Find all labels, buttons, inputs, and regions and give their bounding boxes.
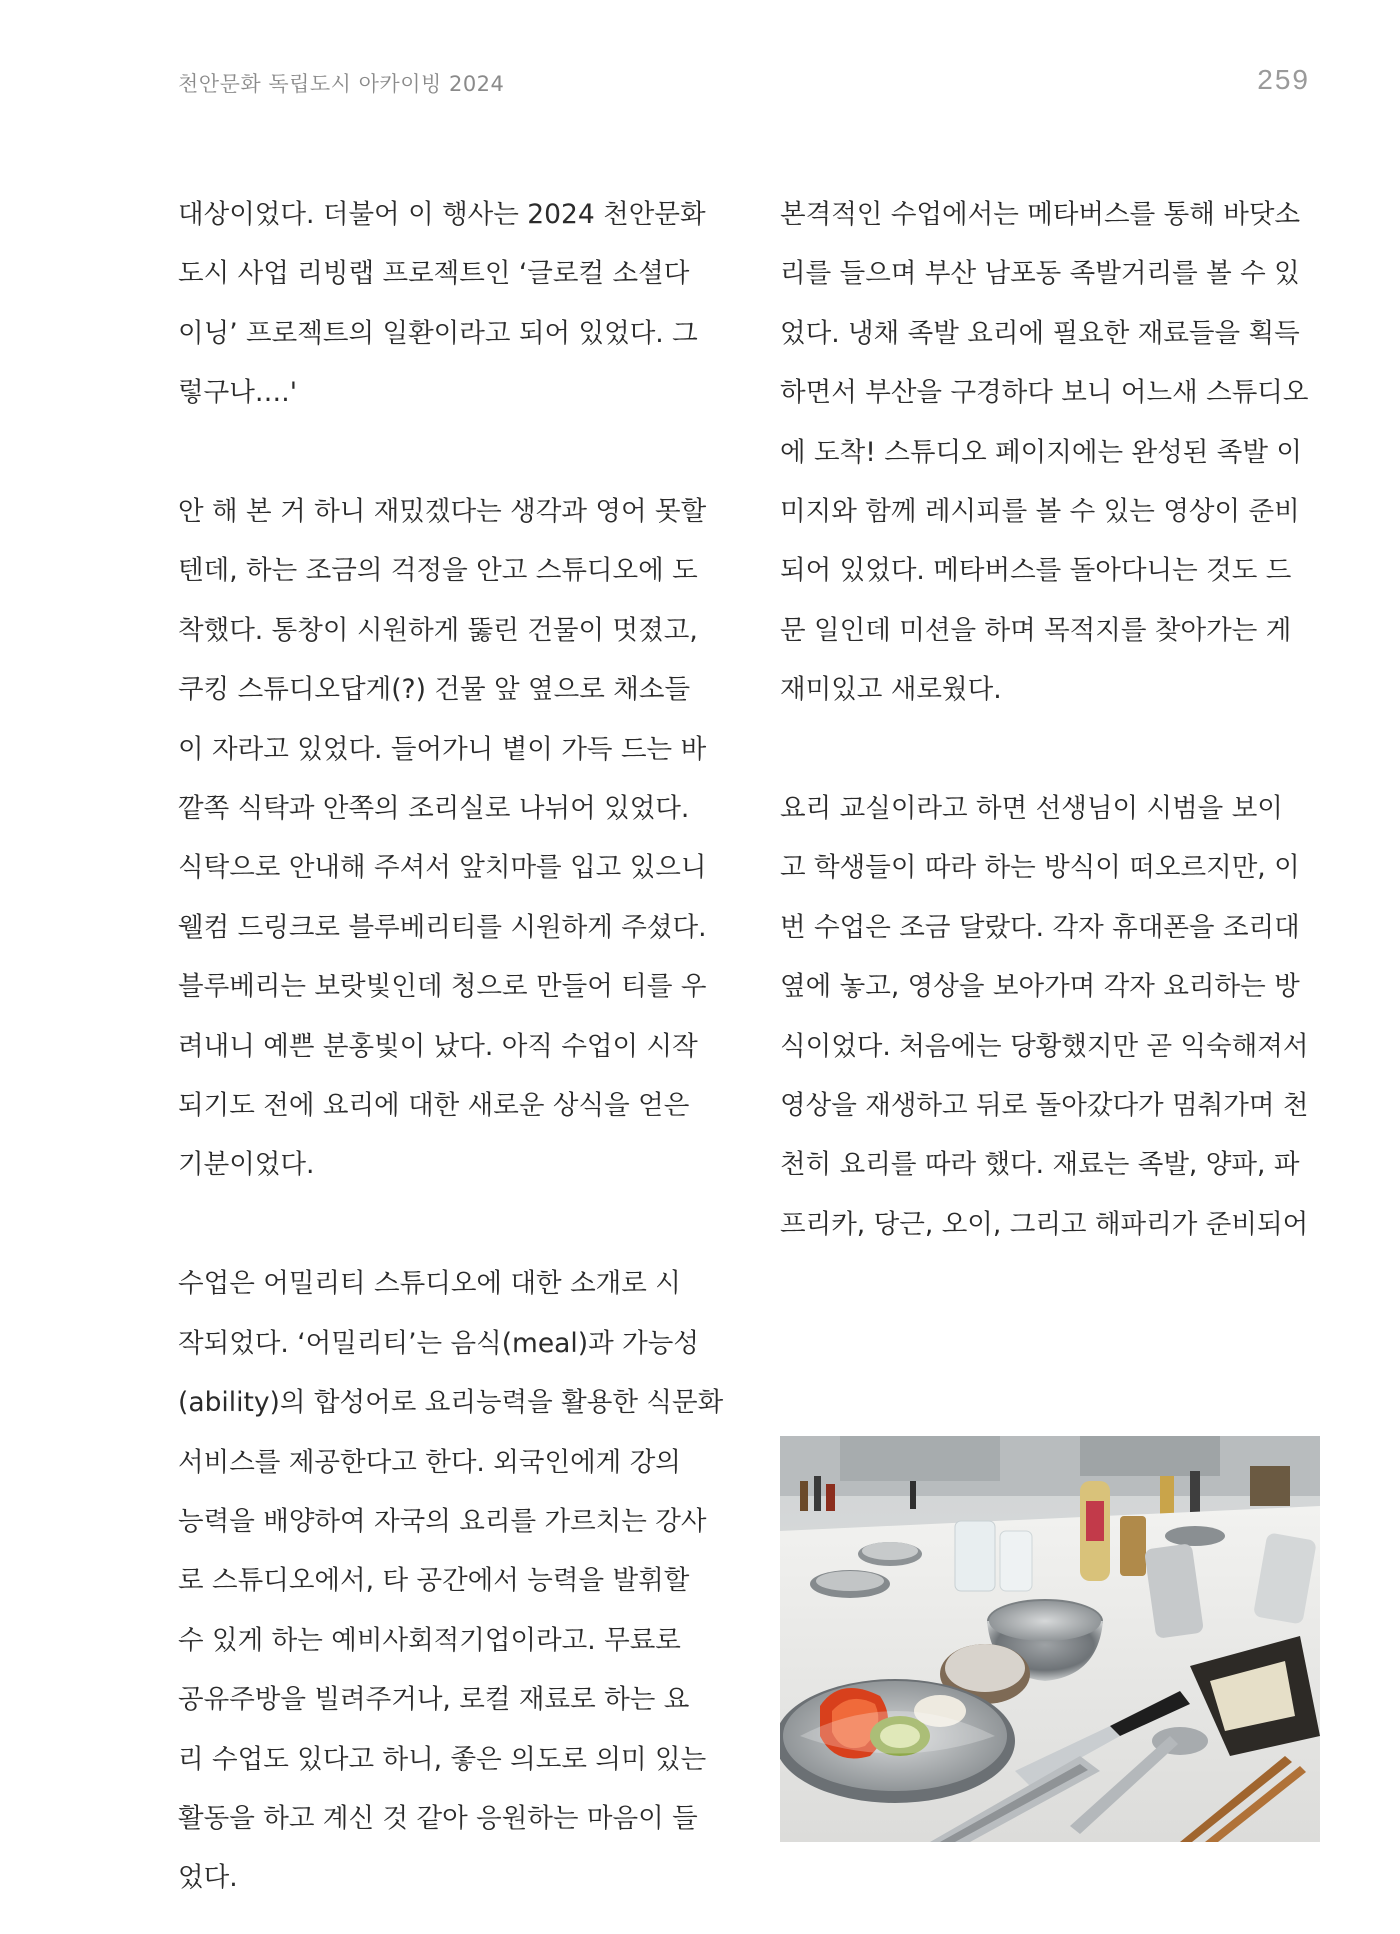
text-line: 작되었다. ‘어밀리티’는 음식(meal)과 가능성	[178, 1327, 699, 1359]
text-line: 옆에 놓고, 영상을 보아가며 각자 요리하는 방	[780, 971, 1300, 1003]
text-line: 착했다. 통창이 시원하게 뚫린 건물이 멋졌고,	[178, 614, 698, 646]
left-text-column	[178, 185, 724, 1908]
text-line: 식이었다. 처음에는 당황했지만 곧 익숙해져서	[780, 1030, 1309, 1062]
text-line: 공유주방을 빌려주거나, 로컬 재료로 하는 요	[178, 1684, 690, 1716]
text-line: 하면서 부산을 구경하다 보니 어느새 스튜디오	[780, 377, 1309, 409]
text-line: 프리카, 당근, 오이, 그리고 해파리가 준비되어	[780, 1208, 1309, 1240]
text-line: 대상이었다. 더불어 이 행사는 2024 천안문화	[178, 199, 706, 230]
text-line: 로 스튜디오에서, 타 공간에서 능력을 발휘할	[178, 1565, 690, 1597]
text-line: 었다. 냉채 족발 요리에 필요한 재료들을 획득	[780, 317, 1300, 349]
text-line: 기분이었다.	[178, 1149, 315, 1181]
text-line: 었다.	[178, 1862, 238, 1894]
text-line: 쿠킹 스튜디오답게(?) 건물 앞 옆으로 채소들	[178, 674, 691, 706]
text-line: 되기도 전에 요리에 대한 새로운 상식을 얻은	[178, 1090, 690, 1122]
page-number: 259	[1257, 64, 1310, 95]
text-line: 문 일인데 미션을 하며 목적지를 찾아가는 게	[780, 614, 1292, 646]
paragraph	[178, 1254, 724, 1907]
text-line: 리 수업도 있다고 하니, 좋은 의도로 의미 있는	[178, 1743, 707, 1775]
text-line: 려내니 예쁜 분홍빛이 났다. 아직 수업이 시작	[178, 1030, 698, 1062]
text-line: 도시 사업 리빙랩 프로젝트인 ‘글로컬 소셜다	[178, 258, 690, 290]
text-line: 요리 교실이라고 하면 선생님이 시범을 보이	[780, 793, 1283, 825]
paragraph	[780, 185, 1320, 720]
text-line: 텐데, 하는 조금의 걱정을 안고 스튜디오에 도	[178, 555, 698, 587]
text-line: 수 있게 하는 예비사회적기업이라고. 무료로	[178, 1624, 681, 1656]
text-line: (ability)의 합성어로 요리능력을 활용한 식문화	[178, 1387, 724, 1419]
text-line: 천히 요리를 따라 했다. 재료는 족발, 양파, 파	[780, 1149, 1300, 1181]
text-line: 안 해 본 거 하니 재밌겠다는 생각과 영어 못할	[178, 496, 707, 528]
text-line: 블루베리는 보랏빛인데 청으로 만들어 티를 우	[178, 971, 707, 1003]
text-line: 번 수업은 조금 달랐다. 각자 휴대폰을 조리대	[780, 911, 1300, 943]
text-line: 활동을 하고 계신 것 같아 응원하는 마음이 들	[178, 1802, 698, 1834]
cooking-class-photo	[780, 1436, 1320, 1842]
paragraph	[178, 482, 718, 1195]
text-line: 수업은 어밀리티 스튜디오에 대한 소개로 시	[178, 1268, 681, 1300]
text-line: 서비스를 제공한다고 한다. 외국인에게 강의	[178, 1446, 681, 1478]
text-line: 에 도착! 스튜디오 페이지에는 완성된 족발 이	[780, 436, 1302, 468]
text-line: 능력을 배양하여 자국의 요리를 가르치는 강사	[178, 1505, 707, 1537]
text-line: 미지와 함께 레시피를 볼 수 있는 영상이 준비	[780, 496, 1300, 528]
text-line: 이 자라고 있었다. 들어가니 볕이 가득 드는 바	[178, 733, 707, 765]
text-line: 고 학생들이 따라 하는 방식이 떠오르지만, 이	[780, 852, 1300, 884]
paragraph	[780, 779, 1320, 1254]
cooking-table-illustration	[780, 1436, 1320, 1842]
text-line: 영상을 재생하고 뒤로 돌아갔다가 멈춰가며 천	[780, 1090, 1309, 1122]
right-text-column	[780, 185, 1320, 1254]
text-line: 렇구나….'	[178, 377, 298, 409]
text-line: 깥쪽 식탁과 안쪽의 조리실로 나뉘어 있었다.	[178, 793, 690, 825]
text-line: 리를 들으며 부산 남포동 족발거리를 볼 수 있	[780, 258, 1300, 290]
text-line: 재미있고 새로웠다.	[780, 674, 1002, 706]
text-line: 이닝’ 프로젝트의 일환이라고 되어 있었다. 그	[178, 317, 698, 349]
running-header-title: 천안문화 독립도시 아카이빙 2024	[178, 72, 505, 96]
text-line: 되어 있었다. 메타버스를 돌아다니는 것도 드	[780, 555, 1292, 587]
text-line: 식탁으로 안내해 주셔서 앞치마를 입고 있으니	[178, 852, 707, 884]
text-line: 본격적인 수업에서는 메타버스를 통해 바닷소	[780, 199, 1301, 230]
paragraph	[178, 185, 718, 423]
text-line: 웰컴 드링크로 블루베리티를 시원하게 주셨다.	[178, 911, 707, 943]
